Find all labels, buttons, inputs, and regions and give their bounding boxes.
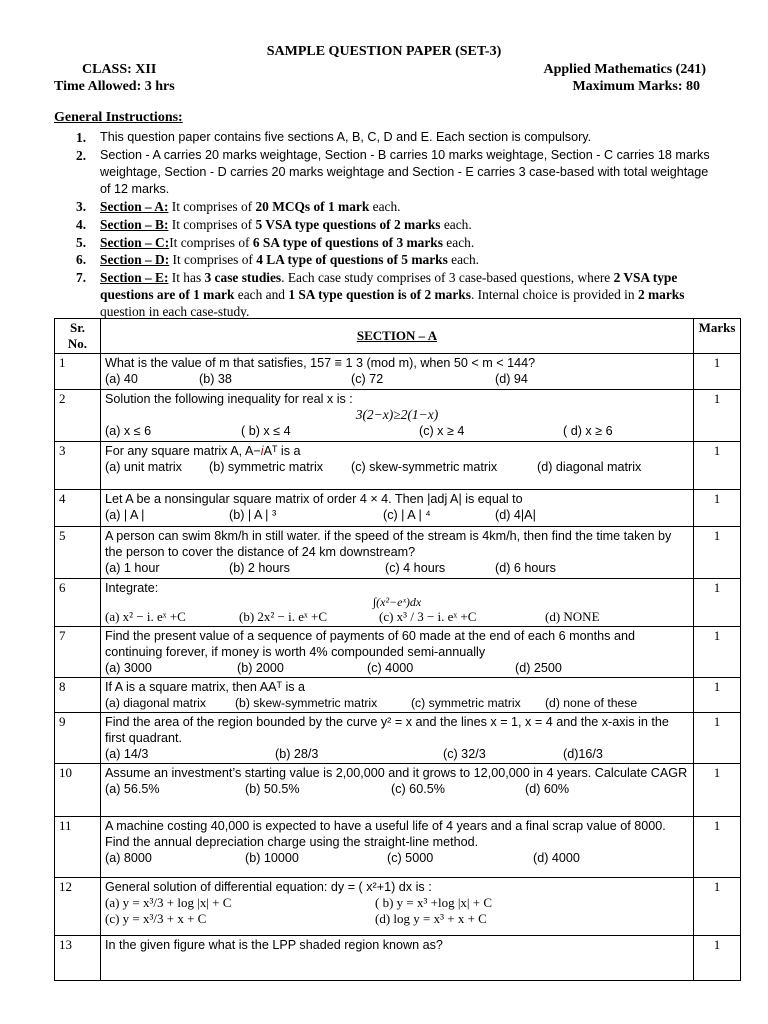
- q-options: [105, 459, 689, 475]
- option: (d) 4|A|: [495, 508, 536, 522]
- table-row: [55, 354, 741, 390]
- option: (c) | A | ⁴: [383, 508, 431, 522]
- option: (c) 5000: [387, 851, 434, 865]
- q-cell: [101, 713, 694, 764]
- table-header-row: [55, 319, 741, 354]
- q-math: 3(2−x)≥2(1−x): [355, 407, 439, 422]
- q-options: [105, 423, 689, 439]
- option: (d) 60%: [525, 782, 570, 796]
- general-instructions-title: General Instructions:: [54, 110, 183, 125]
- option: (c) skew-symmetric matrix: [351, 460, 498, 474]
- option: (a) 14/3: [105, 747, 149, 761]
- q-text: Find the area of the region bounded by the curve y² = x and the lines x = 1, x = 4 and the x-axis in the first quadrant.: [105, 715, 669, 745]
- table-row: [55, 527, 741, 579]
- table-row: [55, 678, 741, 713]
- q-cell: [101, 354, 694, 390]
- option: (d)16/3: [563, 747, 603, 761]
- option: (c) 4000: [367, 661, 414, 675]
- q-options: [105, 746, 689, 762]
- table-row: [55, 878, 741, 936]
- q-cell: [101, 764, 694, 817]
- option: (c) y = x³/3 + x + C: [105, 911, 207, 926]
- section-a-table: [54, 318, 741, 981]
- q-cell: [101, 936, 694, 981]
- q-marks: 1: [694, 579, 741, 627]
- option: ( b) y = x³ +log |x| + C: [375, 895, 493, 910]
- q-cell: [101, 678, 694, 713]
- question-paper-page: SAMPLE QUESTION PAPER (SET-3) CLASS: XII Applied Mathematics (241) Time Allowed: 3 hrs Maximum Marks: 80 General Instructions: 1. This question paper contains five sections A, B, C, D and E. Each section is compulsory. 2. Section - A carries 20 marks weightage, Section - B carries 10 marks weightage, Section - C carries 18 marks weightage, Section - D carries 20 marks weightage and Section - E carries 3 case-based with total weightage of 12 marks. 3. Section – A: It comprises of 20 MCQs of 1 mark each. 4. Section – B: It comprises of 5 VSA type questions of 2 marks each. 5. Section – C:It comprises of 6 SA type of questions of 3 marks each. 6. Section – D: It comprises of 4 LA type of questions of 5 marks each. 7. Section – E: It has 3 case studies. Each case study comprises of 3 case-based questions, where 2 VSA type questions are of 1 mark each and 1 SA type question is of 2 marks. Internal choice is provided in 2 marks question in each case-study. Sr. No. SECTION – A Marks 1 What is the value of m that satisfies, 157 ≡ 1 3 (mod m), when 50 < m < 144? (a) 40 (b) 38 (c) 72 (d) 94 1 2 Solution the following inequality for real x is : 3(2−x)≥2(1−x) (a) x ≤ 6 ( b) x ≤ 4 (c) x ≥ 4 ( d) x ≥ 6 1 3 For any square matrix A, A−iAᵀ is a (a) unit matrix (b) symmetric matrix (c) skew-symmetric matrix (d) diagonal matrix 1 4 Let A be a nonsingular square matrix of order 4 × 4. Then |adj A| is equal to (a) | A | (b) | A | ³ (c) | A | ⁴ (d) 4|A| 1 5 A person can swim 8km/h in still water. if the speed of the stream is 4km/h, then find the time taken by the person to cover the distance of 24 km downstream? (a) 1 hour (b) 2 hours (c) 4 hours (d) 6 hours 1 6 Integrate: ∫(x²−eˣ)dx (a) x² − i. eˣ +C (b) 2x² − i. eˣ +C (c) x³ / 3 − i. eˣ +C (d) NONE 1 7 Find the present value of a sequence of payments of 60 made at the end of each 6 months and continuing forever, if money is worth 4% compounded semi-annually (a) 3000 (b) 2000 (c) 4000 (d) 2500 1 8 If A is a square matrix, then AAᵀ is a (a) diagonal matrix (b) skew-symmetric matrix (c) symmetric matrix (d) none of these 1 9 Find the area of the region bounded by the curve y² = x and the lines x = 1, x = 4 and the x-axis in the first quadrant. (a) 14/3 (b) 28/3 (c) 32/3 (d)16/3 1 10 Assume an investment’s starting value is 2,00,000 and it grows to 12,00,000 in 4 years. Calculate CAGR (a) 56.5% (b) 50.5% (c) 60.5% (d) 60% 1 11 A machine costing 40,000 is expected to have a useful life of 4 years and a final scrap value of 8000. Find the annual depreciation charge using the straight-line method. (a) 8000 (b) 10000 (c) 5000 (d) 4000 1 12 General solution of differential equation: dy = ( x²+1) dx is : (a) y = x³/3 + log |x| + C ( b) y = x³ +log |x| + C (c) y = x³/3 + x + C (d) log y = x³ + x + C 1 13 In the given figure what is the LPP shaded region known as? 1: [0, 0, 768, 1024]
- q-text: What is the value of m that satisfies, 157 ≡ 1 3 (mod m), when 50 < m < 144?: [105, 356, 536, 370]
- option: (c) 4 hours: [385, 561, 446, 575]
- q-options: [105, 371, 689, 387]
- option: (b) 10000: [245, 851, 299, 865]
- option: ( d) x ≥ 6: [563, 424, 613, 438]
- option: (a) 40: [105, 372, 138, 386]
- q-options: [105, 911, 689, 927]
- option: (a) y = x³/3 + log |x| + C: [105, 895, 232, 910]
- q-text: If A is a square matrix, then AAᵀ is a: [105, 680, 306, 694]
- paper-title: SAMPLE QUESTION PAPER (SET-3): [266, 44, 502, 59]
- option: (a) 1 hour: [105, 561, 160, 575]
- option: (c) 60.5%: [391, 782, 445, 796]
- table-row: [55, 936, 741, 981]
- class-label: CLASS: XII: [82, 62, 157, 77]
- subject-label: Applied Mathematics (241): [543, 62, 706, 77]
- q-number: 4: [55, 490, 101, 527]
- q-number: 12: [55, 878, 101, 936]
- q-text: Let A be a nonsingular square matrix of order 4 × 4. Then |adj A| is equal to: [105, 492, 523, 506]
- table-row: [55, 764, 741, 817]
- q-number: 2: [55, 390, 101, 442]
- q-marks: 1: [694, 878, 741, 936]
- table-row: [55, 490, 741, 527]
- q-options: [105, 660, 689, 676]
- table-row: [55, 579, 741, 627]
- q-text: In the given figure what is the LPP shaded region known as?: [105, 938, 443, 952]
- q-marks: 1: [694, 490, 741, 527]
- option: (d) 6 hours: [495, 561, 556, 575]
- q-cell: [101, 878, 694, 936]
- option: (d) 2500: [515, 661, 562, 675]
- option: (a) 8000: [105, 851, 152, 865]
- option: (b) 28/3: [275, 747, 319, 761]
- option: (a) 56.5%: [105, 782, 160, 796]
- q-options: [105, 609, 689, 625]
- option: (d) none of these: [545, 696, 638, 710]
- q-cell: [101, 817, 694, 878]
- option: (c) x ≥ 4: [419, 424, 465, 438]
- q-number: 1: [55, 354, 101, 390]
- q-number: 8: [55, 678, 101, 713]
- q-text: Assume an investment’s starting value is 2,00,000 and it grows to 12,00,000 in 4 years. Calculate CAGR: [105, 766, 688, 780]
- table-row: [55, 627, 741, 678]
- q-cell: [101, 527, 694, 579]
- q-marks: 1: [694, 390, 741, 442]
- q-number: 5: [55, 527, 101, 579]
- option: (b) 2000: [237, 661, 284, 675]
- option: (c) 32/3: [443, 747, 486, 761]
- option: (a) unit matrix: [105, 460, 182, 474]
- table-row: [55, 817, 741, 878]
- q-cell: [101, 579, 694, 627]
- section-heading: SECTION – A: [101, 319, 694, 354]
- q-text: A machine costing 40,000 is expected to have a useful life of 4 years and a final scrap value of 8000. Find the annual depreciation charge using the straight-line method.: [105, 819, 666, 849]
- option: (b) 38: [199, 372, 232, 386]
- option: (a) 3000: [105, 661, 152, 675]
- q-text: Find the present value of a sequence of payments of 60 made at the end of each 6 months and continuing forever, if money is worth 4% compounded semi-annually: [105, 629, 635, 659]
- q-text: For any square matrix A, A−iAᵀ is a: [105, 444, 301, 458]
- q-options: [105, 695, 689, 711]
- maximum-marks: Maximum Marks: 80: [572, 79, 700, 94]
- q-text: Integrate:: [105, 581, 159, 595]
- q-marks: 1: [694, 354, 741, 390]
- q-marks: 1: [694, 527, 741, 579]
- q-options: [105, 781, 689, 797]
- q-options: [105, 560, 689, 576]
- option: (d) NONE: [545, 609, 600, 624]
- q-cell: [101, 627, 694, 678]
- q-number: 3: [55, 442, 101, 490]
- option: (a) diagonal matrix: [105, 696, 206, 710]
- q-text: A person can swim 8km/h in still water. if the speed of the stream is 4km/h, then find the time taken by the person to cover the distance of 24 km downstream?: [105, 529, 672, 559]
- q-math: ∫(x²−eˣ)dx: [372, 595, 422, 609]
- q-cell: [101, 442, 694, 490]
- option: (c) 72: [351, 372, 384, 386]
- q-marks: 1: [694, 678, 741, 713]
- col-marks: Marks: [694, 319, 741, 354]
- table-row: [55, 713, 741, 764]
- option: (b) 2 hours: [229, 561, 290, 575]
- q-options: [105, 895, 689, 911]
- option: (d) 94: [495, 372, 528, 386]
- q-number: 9: [55, 713, 101, 764]
- option: ( b) x ≤ 4: [241, 424, 291, 438]
- option: (b) symmetric matrix: [209, 460, 324, 474]
- q-options: [105, 850, 689, 866]
- option: (b) | A | ³: [229, 508, 277, 522]
- option: (a) x² − i. eˣ +C: [105, 609, 186, 624]
- q-number: 6: [55, 579, 101, 627]
- q-marks: 1: [694, 817, 741, 878]
- q-options: [105, 507, 689, 523]
- q-number: 7: [55, 627, 101, 678]
- q-marks: 1: [694, 627, 741, 678]
- q-cell: [101, 390, 694, 442]
- time-allowed: Time Allowed: 3 hrs: [54, 79, 175, 94]
- q-number: 11: [55, 817, 101, 878]
- q-marks: 1: [694, 764, 741, 817]
- option: (d) diagonal matrix: [537, 460, 642, 474]
- option: (a) | A |: [105, 508, 145, 522]
- q-marks: 1: [694, 713, 741, 764]
- q-text: Solution the following inequality for real x is :: [105, 392, 353, 406]
- q-cell: [101, 490, 694, 527]
- option: (c) symmetric matrix: [411, 696, 521, 710]
- q-text: General solution of differential equation: dy = ( x²+1) dx is :: [105, 880, 432, 894]
- option: (c) x³ / 3 − i. eˣ +C: [379, 609, 477, 624]
- q-number: 13: [55, 936, 101, 981]
- col-sr-no: Sr. No.: [55, 319, 101, 354]
- q-number: 10: [55, 764, 101, 817]
- option: (b) 50.5%: [245, 782, 300, 796]
- option: (b) 2x² − i. eˣ +C: [239, 609, 328, 624]
- option: (a) x ≤ 6: [105, 424, 152, 438]
- table-row: [55, 390, 741, 442]
- option: (d) 4000: [533, 851, 580, 865]
- table-row: [55, 442, 741, 490]
- option: (b) skew-symmetric matrix: [235, 696, 378, 710]
- q-marks: 1: [694, 442, 741, 490]
- q-marks: 1: [694, 936, 741, 981]
- option: (d) log y = x³ + x + C: [375, 911, 487, 926]
